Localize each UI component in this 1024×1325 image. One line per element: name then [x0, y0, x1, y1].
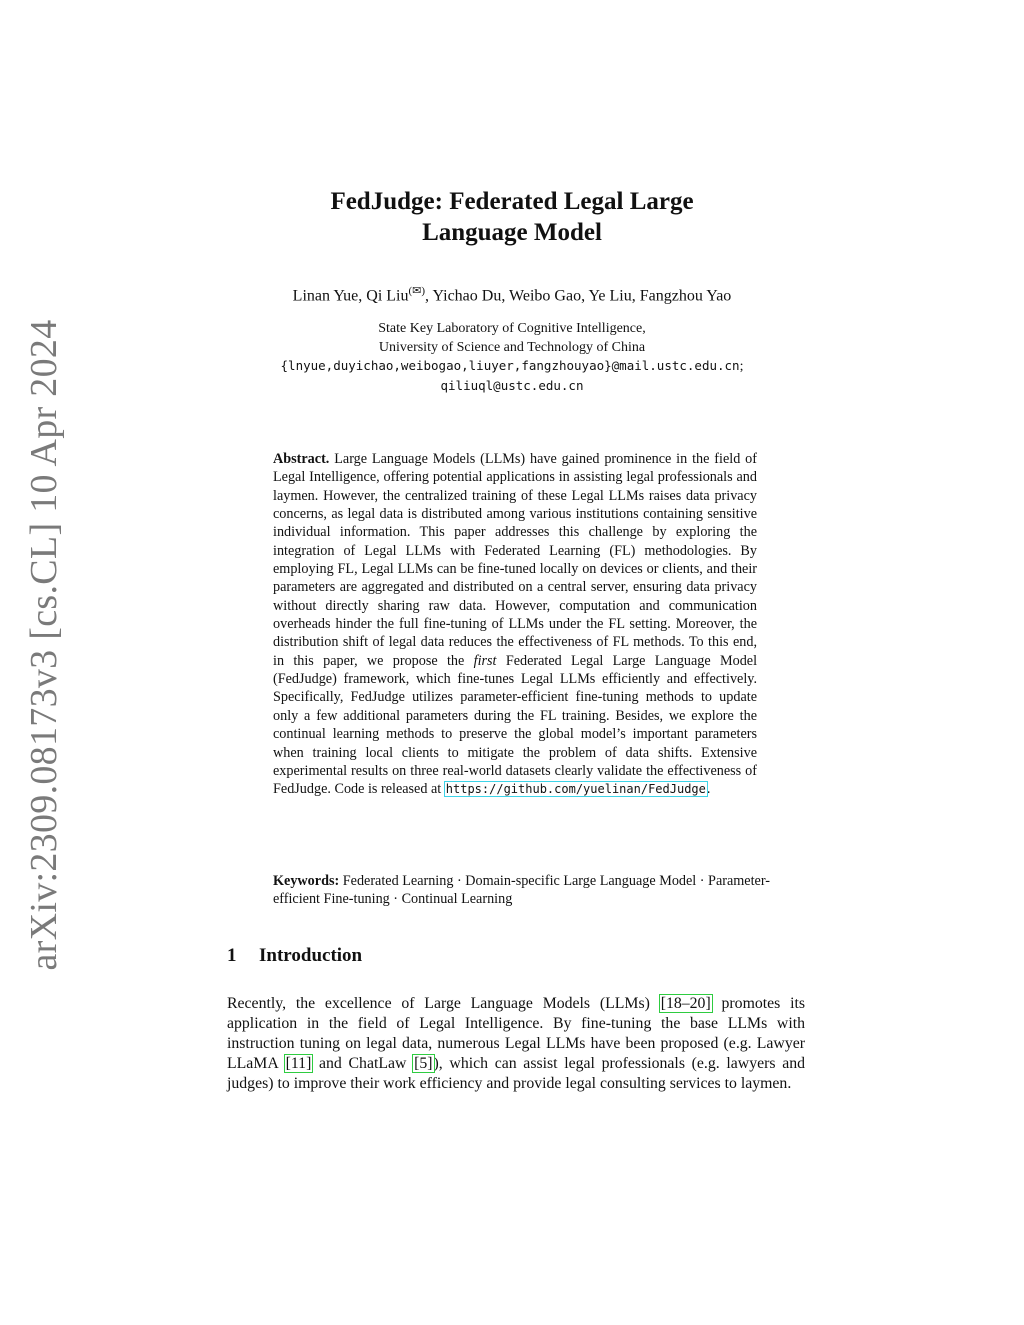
intro-text-1: Recently, the excellence of Large Language Models (LLMs)	[227, 995, 650, 1012]
affiliation-emails-line	[0, 357, 1024, 377]
emails-separator: ;	[739, 359, 744, 374]
citation-18-20[interactable]	[660, 995, 712, 1012]
author-emails: {lnyue,duyichao,weibogao,liuyer,fangzhouyao}@mail.ustc.edu.cn	[280, 358, 740, 373]
abstract-text-part-1: Large Language Models (LLMs) have gained prominence in the field of Legal Intelligence, offering potential applications in assisting legal professionals and laymen. However, the centralized training of these Legal LLMs raises data privacy concerns, as legal data is distributed among various institutions containing sensitive individual information. This paper addresses this challenge by exploring the integration of Legal LLMs with Federated Learning (FL) methodologies. By employing FL, Legal LLMs can be fine-tuned locally on devices or clients, and their parameters are aggregated and distributed on a central server, ensuring data privacy without directly sharing raw data. However, computation and communication overheads hinder the full fine-tuning of LLMs under the FL setting. Moreover, the distribution shift of legal data reduces the effectiveness of FL methods. To this end, in this paper, we propose the	[273, 451, 758, 669]
authors-first: Linan Yue, Qi Liu	[292, 287, 409, 305]
title-line-1: FedJudge: Federated Legal Large	[330, 188, 694, 215]
citation-11[interactable]: [11]	[285, 1055, 312, 1072]
corresponding-email: qiliuql@ustc.edu.cn	[440, 377, 584, 393]
author-list	[0, 284, 1024, 305]
authors-rest: , Yichao Du, Weibo Gao, Ye Liu, Fangzhou Yao	[425, 287, 732, 305]
affiliation-line-2: University of Science and Technology of China	[378, 339, 646, 355]
citation-5[interactable]: [5]	[414, 1055, 433, 1072]
code-repository-link[interactable]: https://github.com/yuelinan/FedJudge	[445, 782, 706, 797]
citation-20: 20]	[689, 995, 711, 1012]
title-line-2: Language Model	[422, 219, 602, 246]
section-number: 1	[227, 945, 237, 966]
section-heading-introduction	[227, 945, 362, 967]
citation-range-dash: –	[681, 995, 690, 1012]
section-title-text: Introduction	[259, 945, 363, 966]
abstract-emphasis: first	[473, 652, 497, 669]
affiliation-line-1: State Key Laboratory of Cognitive Intelligence,	[378, 321, 646, 336]
intro-text-2: promotes its application in the field of Legal Intelligence. By fine-tuning the base LLMs with instruction tuning on legal data, numerous Legal LLMs have been proposed (e.g. Lawyer LLaMA	[227, 995, 806, 1072]
keywords	[273, 872, 773, 909]
abstract-end-period: .	[706, 781, 711, 798]
arxiv-identifier-stamp: arXiv:2309.08173v3 [cs.CL] 10 Apr 2024	[23, 319, 65, 971]
abstract-text-part-2: Federated Legal Large Language Model (FedJudge) framework, which fine-tunes Legal LLMs efficiently and effectively. Specifically, FedJudge utilizes parameter-efficient fine-tuning methods to update only a few additional parameters during the FL training. Besides, we explore the continual learning methods to preserve the global model’s important parameters when training local clients to mitigate the problem of data shifts. Extensive experimental results on three real-world datasets clearly validate the effectiveness of FedJudge. Code is released at	[273, 652, 758, 798]
abstract-label: Abstract.	[273, 451, 330, 467]
keywords-text: Federated Learning · Domain-specific Large Language Model · Parameter-efficient Fine-tuning · Continual Learning	[273, 873, 771, 908]
intro-text-3: and ChatLaw	[319, 1055, 407, 1072]
introduction-paragraph	[227, 994, 805, 1094]
paper-title	[0, 186, 1024, 248]
keywords-label: Keywords:	[273, 873, 340, 889]
intro-text-4: ), which can assist legal professionals (e.g. lawyers and judges) to improve their work efficiency and provide legal consulting services to laymen.	[227, 1055, 806, 1092]
corresponding-author-envelope-icon: (✉)	[408, 285, 426, 297]
abstract	[273, 450, 757, 799]
citation-18: [18	[660, 995, 682, 1012]
affiliation-block	[0, 320, 1024, 395]
